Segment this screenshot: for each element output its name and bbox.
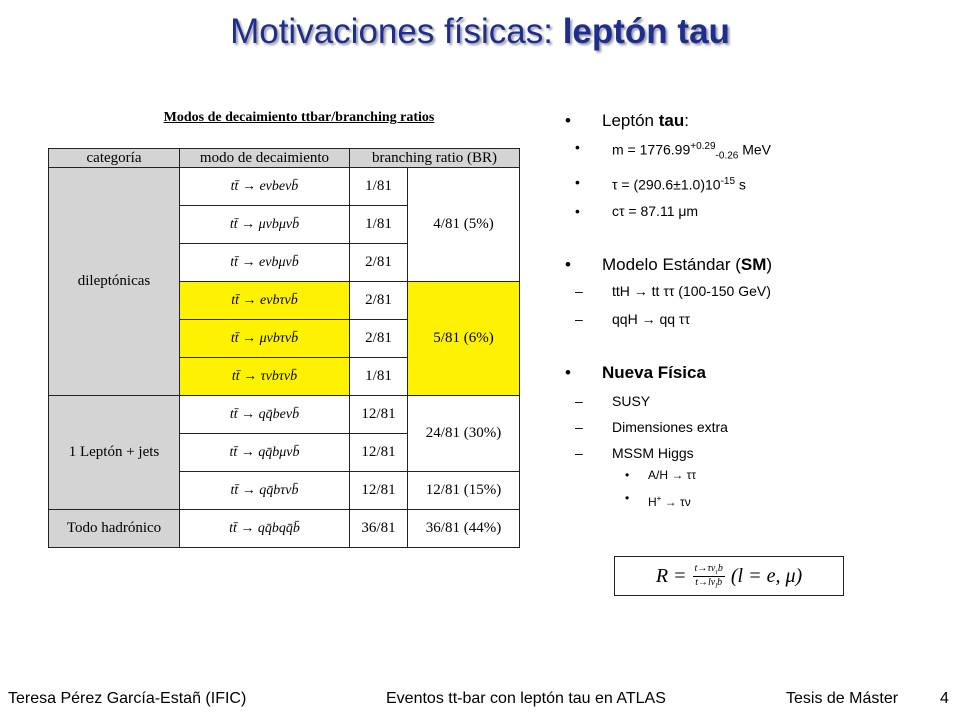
br-total: 12/81 (15%) [408,472,520,510]
br-total: 36/81 (44%) [408,510,520,548]
decay-mode: tt̄ → qq̄bτνb̄ [180,472,350,510]
br-total: 24/81 (30%) [408,396,520,472]
bullet-new-physics: • Nueva Física [565,362,945,384]
bullet-standard-model: • Modelo Estándar (SM) [565,254,945,276]
bullet-tau-lifetime: • $\tau = (290.6\pm 1.0)10^{-15}$ s [575,173,945,194]
formula-condition: (l = e, μ) [730,564,803,587]
branching-ratio: 2/81 [350,320,408,358]
bullet-qqh: – qqH → qq ττ [575,310,945,328]
bullet-ah: • A/H → ττ [625,468,945,483]
decay-mode: tt̄ → μνbτνb̄ [180,320,350,358]
footer-talk-title: Eventos tt-bar con leptón tau en ATLAS [386,690,666,707]
slide-title [0,12,960,52]
bullet-tth: – ttH → tt ττ (100-150 GeV) [575,282,945,300]
ratio-formula [614,556,844,596]
branching-ratio: 1/81 [350,358,408,396]
table-row [49,396,520,434]
table-caption: Modos de decaimiento ttbar/branching ratios [163,110,435,125]
decay-mode: tt̄ → qq̄bqq̄b̄ [180,510,350,548]
footer-page-number: 4 [940,690,949,707]
decay-mode: tt̄ → μνbμνb̄ [180,206,350,244]
bullet-hplus: • H+ → τν [625,491,945,510]
table-header-row [49,149,520,168]
formula-lhs: R = [655,564,687,587]
bullet-ctau: • cτ = 87.11 μm [575,202,945,220]
branching-ratio: 2/81 [350,282,408,320]
bullet-tau-mass: • $m = 1776.99^{+0.29}_{-0.26}$ MeV [575,138,945,165]
header-br: branching ratio (BR) [350,149,520,168]
branching-ratio: 2/81 [350,244,408,282]
branching-ratio: 12/81 [350,472,408,510]
title-main: Motivaciones físicas: [230,12,563,51]
bullet-susy: – SUSY [575,392,945,410]
title-bold: leptón tau [562,12,730,51]
decay-mode: tt̄ → eνbμνb̄ [180,244,350,282]
decay-mode: tt̄ → qq̄bμνb̄ [180,434,350,472]
category-hadronic: Todo hadrónico [49,510,180,548]
branching-ratio: 12/81 [350,434,408,472]
decay-mode: tt̄ → qq̄beνb̄ [180,396,350,434]
category-dileptonic: dileptónicas [49,168,180,396]
decay-mode: tt̄ → eνbτνb̄ [180,282,350,320]
footer-thesis: Tesis de Máster [786,690,899,707]
branching-ratio: 36/81 [350,510,408,548]
bullet-extra-dimensions: – Dimensiones extra [575,418,945,436]
table-row [49,168,520,206]
footer-author: Teresa Pérez García-Estañ (IFIC) [8,690,247,707]
header-mode: modo de decaimiento [180,149,350,168]
decay-mode: tt̄ → eνbeνb̄ [180,168,350,206]
branching-ratio: 1/81 [350,168,408,206]
branching-ratio: 1/81 [350,206,408,244]
table-row [49,510,520,548]
bullet-tau-lepton: • Leptón tau: [565,110,945,132]
header-category: categoría [49,149,180,168]
decay-modes-table [48,148,520,548]
br-total: 4/81 (5%) [408,168,520,282]
category-lepton-jets: 1 Leptón + jets [49,396,180,510]
branching-ratio: 12/81 [350,396,408,434]
bullet-list [565,110,945,510]
formula-fraction: $\frac{t\to\tau\nu_\tau b}{t\to l\nu_lb}$ [694,562,723,590]
decay-mode: tt̄ → τνbτνb̄ [180,358,350,396]
bullet-mssm-higgs: – MSSM Higgs [575,444,945,462]
br-total-tau: 5/81 (6%) [408,282,520,396]
